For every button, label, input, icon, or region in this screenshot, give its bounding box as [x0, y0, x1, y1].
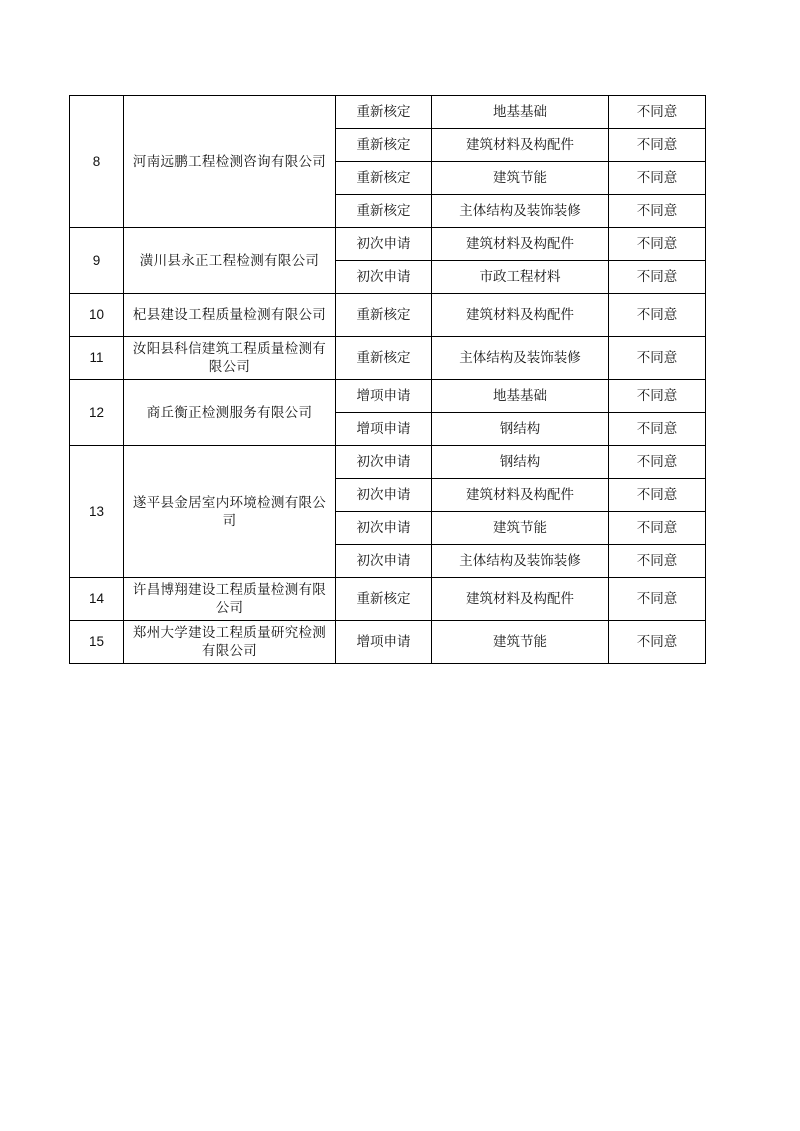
result-cell: 不同意 — [609, 129, 706, 162]
result-cell: 不同意 — [609, 578, 706, 621]
inspection-item-cell: 建筑节能 — [432, 512, 609, 545]
result-cell: 不同意 — [609, 228, 706, 261]
application-type-cell: 初次申请 — [336, 512, 432, 545]
inspection-item-cell: 市政工程材料 — [432, 261, 609, 294]
inspection-item-cell: 主体结构及装饰装修 — [432, 195, 609, 228]
result-cell: 不同意 — [609, 162, 706, 195]
application-type-cell: 重新核定 — [336, 294, 432, 337]
company-name-cell: 潢川县永正工程检测有限公司 — [124, 228, 336, 294]
application-type-cell: 重新核定 — [336, 195, 432, 228]
result-cell: 不同意 — [609, 413, 706, 446]
result-cell: 不同意 — [609, 446, 706, 479]
result-cell: 不同意 — [609, 261, 706, 294]
application-type-cell: 重新核定 — [336, 129, 432, 162]
inspection-item-cell: 地基基础 — [432, 96, 609, 129]
application-type-cell: 重新核定 — [336, 578, 432, 621]
inspection-item-cell: 建筑材料及构配件 — [432, 578, 609, 621]
table-row — [70, 294, 706, 337]
table-row — [70, 228, 706, 261]
table-row — [70, 380, 706, 413]
inspection-item-cell: 建筑节能 — [432, 162, 609, 195]
inspection-item-cell: 钢结构 — [432, 413, 609, 446]
row-number-cell: 13 — [70, 446, 124, 578]
company-name-cell: 郑州大学建设工程质量研究检测有限公司 — [124, 621, 336, 664]
row-number-cell: 15 — [70, 621, 124, 664]
inspection-item-cell: 建筑材料及构配件 — [432, 129, 609, 162]
company-name-cell: 遂平县金居室内环境检测有限公司 — [124, 446, 336, 578]
inspection-item-cell: 主体结构及装饰装修 — [432, 337, 609, 380]
result-cell: 不同意 — [609, 337, 706, 380]
company-name-cell: 杞县建设工程质量检测有限公司 — [124, 294, 336, 337]
row-number-cell: 11 — [70, 337, 124, 380]
inspection-item-cell: 建筑材料及构配件 — [432, 294, 609, 337]
result-cell: 不同意 — [609, 512, 706, 545]
results-table-body — [70, 96, 706, 664]
row-number-cell: 10 — [70, 294, 124, 337]
application-type-cell: 初次申请 — [336, 446, 432, 479]
application-type-cell: 初次申请 — [336, 479, 432, 512]
company-name-cell: 河南远鹏工程检测咨询有限公司 — [124, 96, 336, 228]
table-row — [70, 337, 706, 380]
application-type-cell: 增项申请 — [336, 380, 432, 413]
result-cell: 不同意 — [609, 380, 706, 413]
table-row — [70, 96, 706, 129]
table-row — [70, 621, 706, 664]
table-row — [70, 578, 706, 621]
company-name-cell: 许昌博翔建设工程质量检测有限公司 — [124, 578, 336, 621]
result-cell: 不同意 — [609, 545, 706, 578]
inspection-item-cell: 建筑节能 — [432, 621, 609, 664]
application-type-cell: 重新核定 — [336, 96, 432, 129]
application-type-cell: 增项申请 — [336, 621, 432, 664]
row-number-cell: 14 — [70, 578, 124, 621]
inspection-item-cell: 建筑材料及构配件 — [432, 479, 609, 512]
company-name-cell: 商丘衡正检测服务有限公司 — [124, 380, 336, 446]
application-type-cell: 初次申请 — [336, 545, 432, 578]
table-row — [70, 446, 706, 479]
inspection-item-cell: 主体结构及装饰装修 — [432, 545, 609, 578]
result-cell: 不同意 — [609, 195, 706, 228]
inspection-item-cell: 钢结构 — [432, 446, 609, 479]
row-number-cell: 8 — [70, 96, 124, 228]
application-type-cell: 重新核定 — [336, 162, 432, 195]
row-number-cell: 12 — [70, 380, 124, 446]
application-type-cell: 增项申请 — [336, 413, 432, 446]
result-cell: 不同意 — [609, 96, 706, 129]
result-cell: 不同意 — [609, 294, 706, 337]
inspection-item-cell: 建筑材料及构配件 — [432, 228, 609, 261]
results-table — [69, 95, 706, 664]
result-cell: 不同意 — [609, 479, 706, 512]
row-number-cell: 9 — [70, 228, 124, 294]
application-type-cell: 初次申请 — [336, 228, 432, 261]
company-name-cell: 汝阳县科信建筑工程质量检测有限公司 — [124, 337, 336, 380]
application-type-cell: 初次申请 — [336, 261, 432, 294]
result-cell: 不同意 — [609, 621, 706, 664]
application-type-cell: 重新核定 — [336, 337, 432, 380]
inspection-item-cell: 地基基础 — [432, 380, 609, 413]
